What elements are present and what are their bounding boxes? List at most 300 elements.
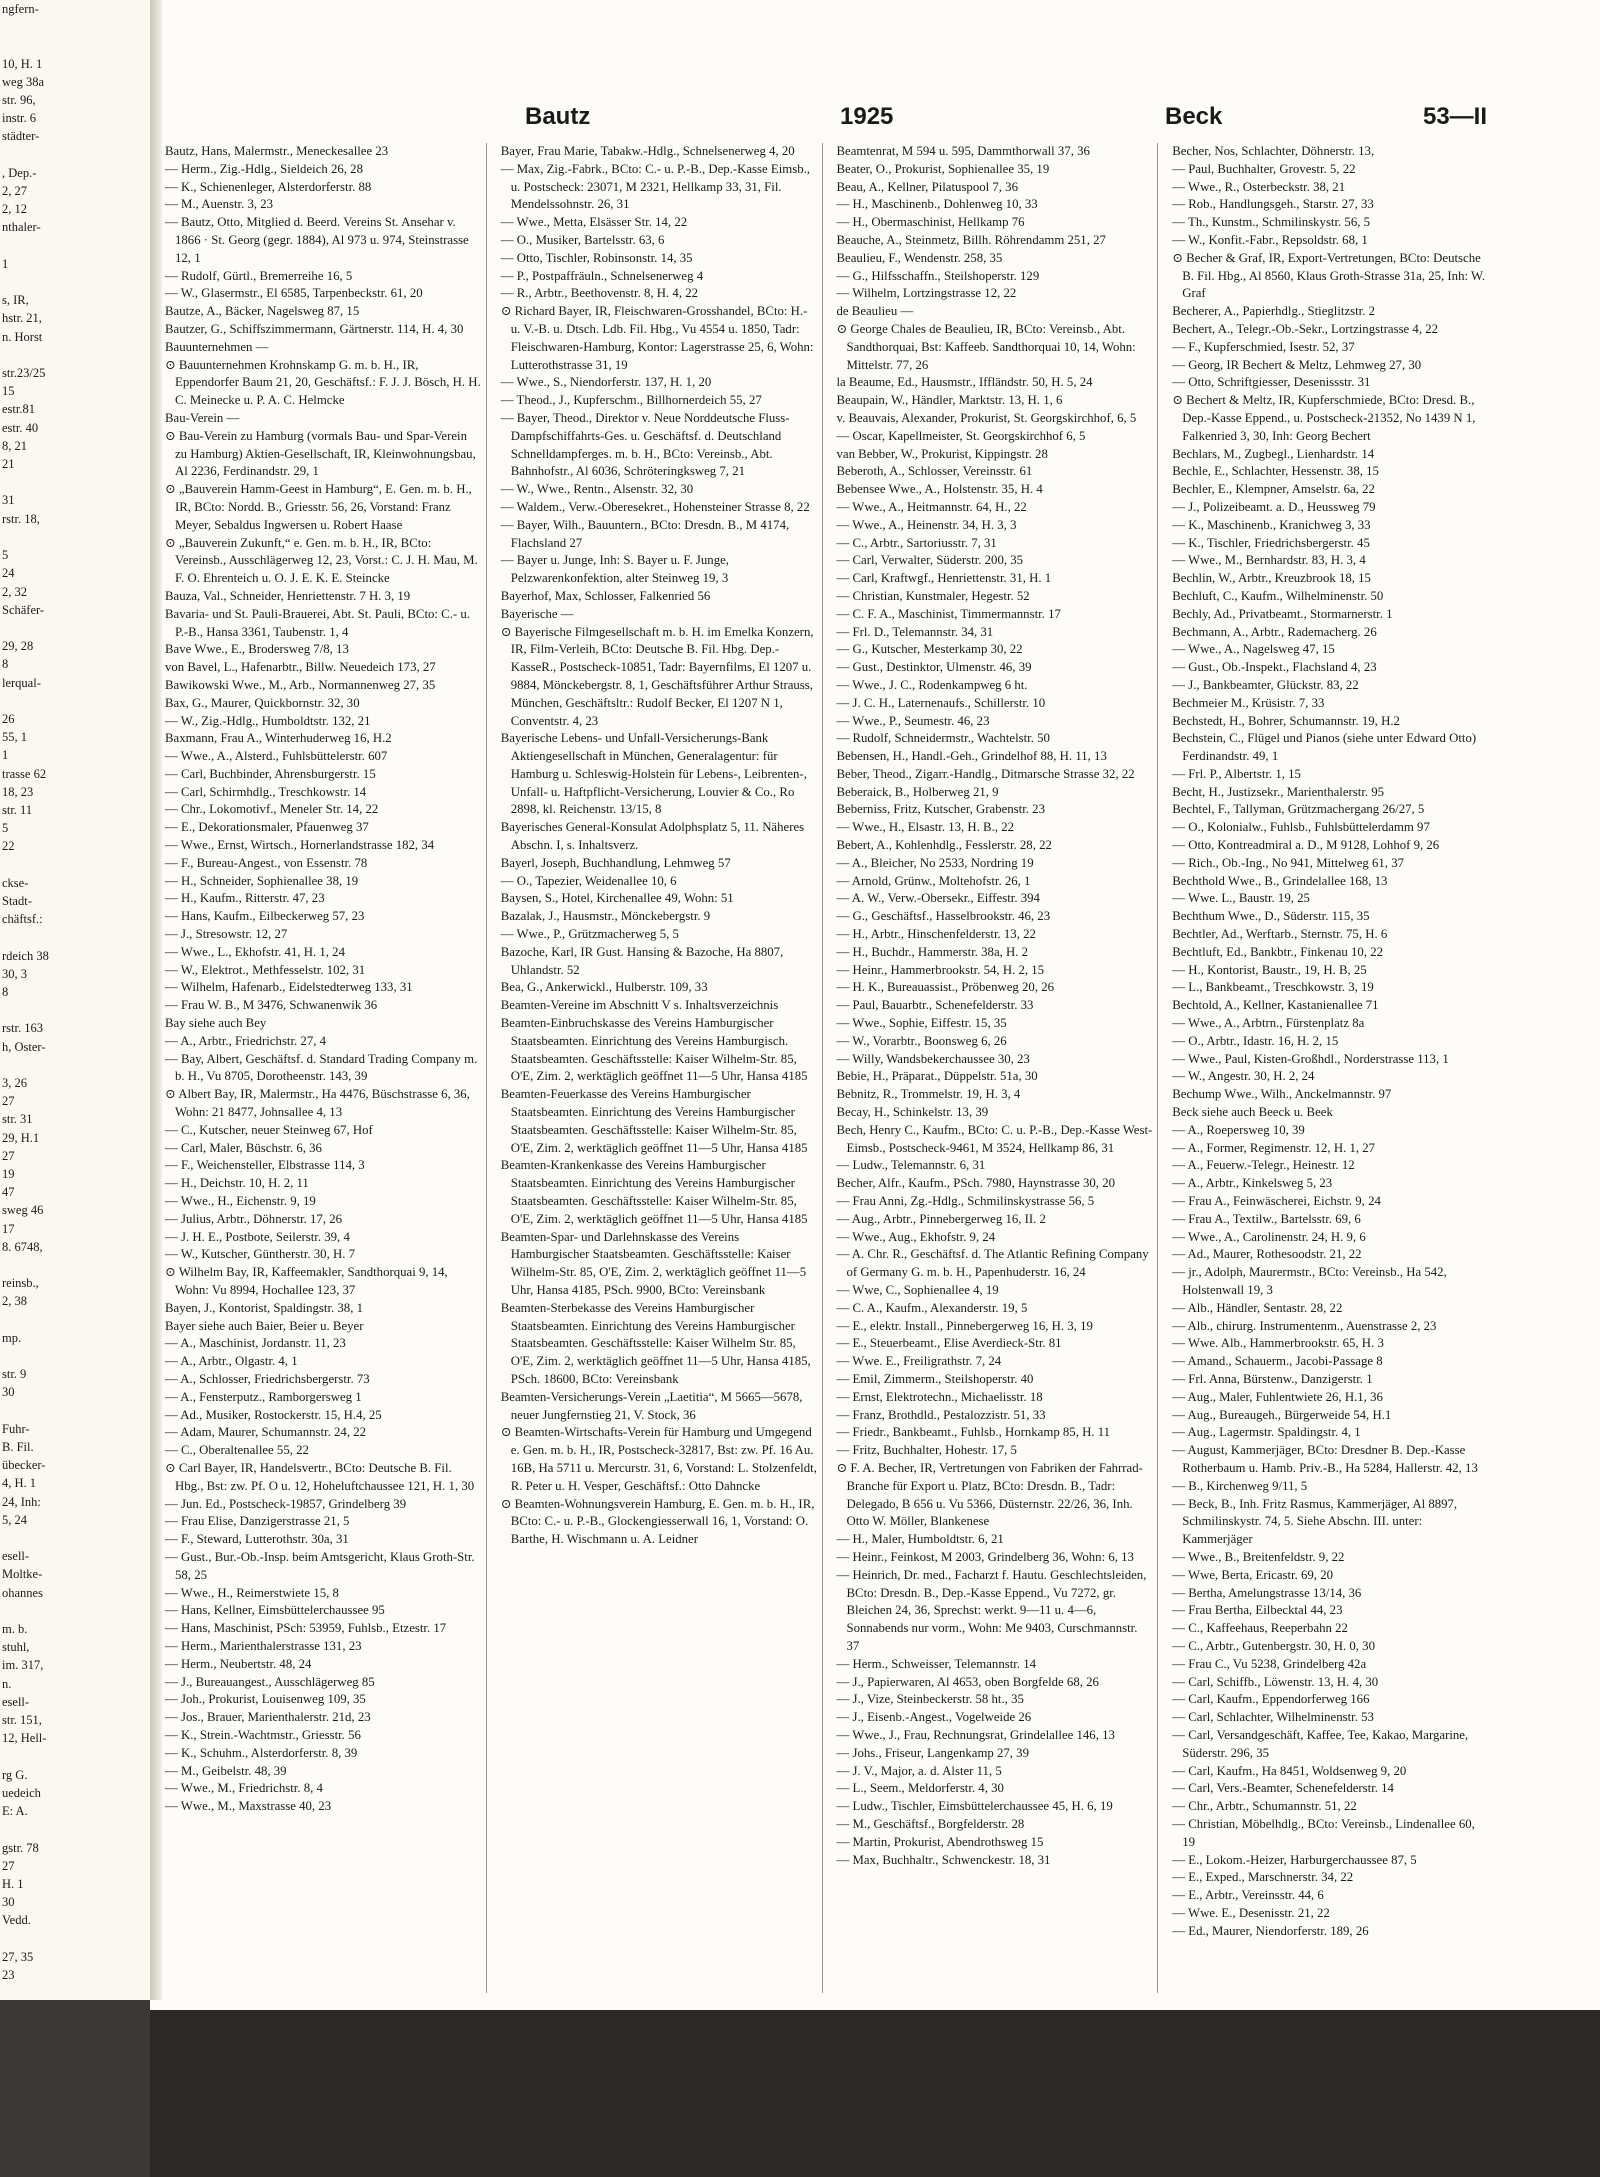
directory-entry: — O., Tapezier, Weidenallee 10, 6 [500,873,677,888]
strip-line: s, IR, [2,293,29,308]
directory-entry: — C., Oberaltenallee 55, 22 [165,1443,309,1458]
directory-entry: — M., Geibelstr. 48, 39 [165,1763,287,1778]
directory-entry: — J., Papierwaren, Al 4653, oben Borgfelde 68, 26 [836,1674,1099,1689]
directory-entry: Beberniss, Fritz, Kutscher, Grabenstr. 23 [836,802,1045,817]
directory-entry: — F., Bureau-Angest., von Essenstr. 78 [165,855,368,870]
directory-entry: — Bertha, Amelungstrasse 13/14, 36 [1172,1585,1362,1600]
strip-line: stuhl, [2,1640,30,1655]
directory-entry: — Friedr., Bankbeamt., Fuhlsb., Hornkamp 85, H. 11 [836,1425,1111,1440]
directory-entry: Bayerische — [500,606,574,621]
directory-entry: — C., Arbtr., Gutenbergstr. 30, H. 0, 30 [1172,1638,1375,1653]
directory-entry: — Th., Kunstm., Schmilinskystr. 56, 5 [1172,215,1371,230]
strip-line [0,1529,150,1547]
directory-entry: Beaupain, W., Händler, Marktstr. 13, H. 1, 6 [836,393,1063,408]
strip-line: estr. 40 [2,420,39,435]
directory-entry: — E., Dekorationsmaler, Pfauenweg 37 [165,820,369,835]
directory-entry: ⊙ Albert Bay, IR, Malermstr., Ha 4476, Büschstrasse 6, 36, Wohn: 21 8477, Johnsallee 4, 13 [165,1087,470,1120]
directory-entry: — Wwe., J. C., Rodenkampweg 6 ht. [836,677,1028,692]
directory-entry: — Wwe. Alb., Hammerbrookstr. 65, H. 3 [1172,1336,1384,1351]
directory-entry: — Wwe., A., Carolinenstr. 24, H. 9, 6 [1172,1229,1366,1244]
directory-entry: — H., Obermaschinist, Hellkamp 76 [836,215,1025,230]
directory-entry: Becay, H., Schinkelstr. 13, 39 [836,1105,989,1120]
strip-line [0,1748,150,1766]
strip-line [0,528,150,546]
directory-entry: — Wwe., P., Seumestr. 46, 23 [836,713,990,728]
directory-entry: Bayer, Frau Marie, Tabakw.-Hdlg., Schnelsenerweg 4, 20 [500,144,795,158]
directory-entry: Bechtler, Ad., Werftarb., Sternstr. 75, H. 6 [1172,927,1388,942]
directory-entry: — Carl, Buchbinder, Ahrensburgerstr. 15 [165,766,376,781]
directory-entry: — Aug., Arbtr., Pinnebergerweg 16, II. 2 [836,1211,1046,1226]
directory-entry: — Wwe., Sophie, Eiffestr. 15, 35 [836,1016,1007,1031]
strip-line [0,1930,150,1948]
directory-entry: Beamten-Sterbekasse des Vereins Hamburgischer Staatsbeamten. Einrichtung des Vereins Hamburgischer Staatsbeamten. Geschäftsstelle: Kaiser Wilhelm Str. 85, O'E, Zim. 2, werktäglich geöffnet 11—5 Uhr, Hansa 4185, PSch. 18600, BCto: Vereinsbank [500,1300,811,1386]
directory-entry: — Paul, Buchhalter, Grovestr. 5, 22 [1172,161,1356,176]
strip-line: B. Fil. [2,1440,34,1455]
directory-entry: — Wwe., H., Reimerstwiete 15, 8 [165,1585,339,1600]
directory-entry: Bechstedt, H., Bohrer, Schumannstr. 19, H.2 [1172,713,1400,728]
directory-entry: van Bebber, W., Prokurist, Kippingstr. 28 [836,446,1048,461]
directory-entry: — Gust., Ob.-Inspekt., Flachsland 4, 23 [1172,660,1377,675]
page-header [165,95,1493,137]
strip-line: 27 [2,1148,15,1163]
directory-entry: — K., Tischler, Friedrichsbergerstr. 45 [1172,535,1370,550]
strip-line: E: A. [2,1804,28,1819]
directory-entry: Bay siehe auch Bey [165,1016,267,1031]
directory-entry: — Gust., Bur.-Ob.-Insp. beim Amtsgericht, Klaus Groth-Str. 58, 25 [165,1549,475,1582]
strip-line: str.23/25 [2,366,46,381]
strip-line [0,1311,150,1329]
directory-entry: Becht, H., Justizsekr., Marienthalerstr. 95 [1172,784,1385,799]
directory-entry: — Frau A., Textilw., Bartelsstr. 69, 6 [1172,1211,1361,1226]
directory-entry: — Wwe., A., Nagelsweg 47, 15 [1172,642,1335,657]
directory-entry: — W., Wwe., Rentn., Alsenstr. 32, 30 [500,482,694,497]
directory-entry: — Martin, Prokurist, Abendrothsweg 15 [836,1834,1044,1849]
directory-entry: — Frau Anni, Zg.-Hdlg., Schmilinskystrasse 56, 5 [836,1194,1095,1209]
directory-entry: — Wwe., H., Eichenstr. 9, 19 [165,1194,316,1209]
directory-entry: — J. V., Major, a. d. Alster 11, 5 [836,1763,1002,1778]
directory-entry: — J., Bankbeamter, Glückstr. 83, 22 [1172,677,1359,692]
strip-line: lerqual- [2,675,41,690]
strip-line: 30 [2,1895,15,1910]
strip-line: 23 [2,1967,15,1982]
directory-entry: Bave Wwe., E., Brodersweg 7/8, 13 [165,642,349,657]
strip-line: n. Horst [2,329,43,344]
strip-line: 4, H. 1 [2,1476,37,1491]
strip-line: Vedd. [2,1913,31,1928]
strip-line: hstr. 21, [2,311,42,326]
directory-entry: Beater, O., Prokurist, Sophienallee 35, 19 [836,161,1050,176]
strip-line: str. 11 [2,802,33,817]
strip-line: H. 1 [2,1876,24,1891]
directory-entry: Beamten-Krankenkasse des Vereins Hamburgischer Staatsbeamten. Einrichtung des Vereins Hamburgischer Staatsbeamten. Geschäftsstelle: Kaiser Wilhelm-Str. 85, O'E, Zim. 2, werktäglich geöffnet 11—5 Uhr, Hansa 4185 [500,1158,808,1226]
directory-entry: — J., Eisenb.-Angest., Vogelweide 26 [836,1710,1032,1725]
strip-line: 29, H.1 [2,1130,40,1145]
strip-line: Stadt- [2,893,32,908]
directory-entry: — Wwe., P., Grützmacherweg 5, 5 [500,927,679,942]
column-4 [1172,143,1493,1993]
directory-entry: — Carl, Vers.-Beamter, Schenefelderstr. 14 [1172,1781,1394,1796]
directory-entry: — A., Fensterputz., Ramborgersweg 1 [165,1389,362,1404]
directory-entry: — Hans, Kellner, Eimsbüttelerchaussee 95 [165,1603,385,1618]
directory-entry: — Wilhelm, Lortzingstrasse 12, 22 [836,286,1017,301]
directory-entry: ⊙ Bauunternehmen Krohnskamp G. m. b. H., IR, Eppendorfer Baum 21, 20, Geschäftsf.: F. J. J. Bösch, H. H. C. Meinecke u. P. A. C. Helmcke [165,357,481,408]
directory-entry: Beamten-Versicherungs-Verein „Laetitia“, M 5665—5678, neuer Jungfernstieg 21, V. Stock, 36 [500,1389,803,1422]
directory-entry: — Frl. Anna, Bürstenw., Danzigerstr. 1 [1172,1371,1373,1386]
strip-line [0,928,150,946]
directory-entry: — L., Bankbeamt., Treschkowstr. 3, 19 [1172,980,1374,995]
directory-entry: ⊙ „Bauverein Zukunft,“ e. Gen. m. b. H., IR, BCto: Vereinsb., Ausschlägerweg 12, 23, Vorst.: C. J. H. Mau, M. F. O. Ehrenteich u. O. J. E. K. E. Steincke [165,535,478,586]
directory-entry: — W., Angestr. 30, H. 2, 24 [1172,1069,1315,1084]
strip-line [0,692,150,710]
directory-entry: — Wwe., M., Bernhardstr. 83, H. 3, 4 [1172,553,1366,568]
directory-entry: — A. W., Verw.-Obersekr., Eiffestr. 394 [836,891,1040,906]
strip-line [0,146,150,164]
directory-entry: — J. C. H., Laternenaufs., Schillerstr. 10 [836,695,1046,710]
strip-line [0,619,150,637]
strip-line [0,273,150,291]
strip-line: 5 [2,548,9,563]
directory-entry: Bechthold Wwe., B., Grindelallee 168, 13 [1172,873,1388,888]
strip-line: Moltke- [2,1567,43,1582]
directory-entry: Bayerisches General-Konsulat Adolphsplatz 5, 11. Näheres Abschn. I, s. Inhaltsverz. [500,820,805,853]
directory-entry: Bechtold, A., Kellner, Kastanienallee 71 [1172,998,1379,1013]
strip-line: str. 9 [2,1367,27,1382]
directory-entry: — Oscar, Kapellmeister, St. Georgskirchhof 6, 5 [836,428,1086,443]
directory-entry: v. Beauvais, Alexander, Prokurist, St. Georgskirchhof, 6, 5 [836,410,1137,425]
strip-line: Fuhr- [2,1421,30,1436]
strip-line: chäftsf.: [2,912,43,927]
directory-entry: Beber, Theod., Zigarr.-Handlg., Ditmarsche Strasse 32, 22 [836,766,1135,781]
directory-entry: — E., Steuerbeamt., Elise Averdieck-Str. 81 [836,1336,1062,1351]
strip-line: 5, 24 [2,1512,27,1527]
directory-entry: — Frl. D., Telemannstr. 34, 31 [836,624,994,639]
directory-entry: Bax, G., Maurer, Quickbornstr. 32, 30 [165,695,360,710]
strip-line: str. 151, [2,1713,42,1728]
directory-entry: — W., Glasermstr., El 6585, Tarpenbeckstr. 61, 20 [165,286,423,301]
directory-entry: — J., Bureauangest., Ausschlägerweg 85 [165,1674,375,1689]
directory-entry: Beamtenrat, M 594 u. 595, Dammthorwall 37, 36 [836,144,1090,158]
strip-line [0,1602,150,1620]
strip-line: im. 317, [2,1658,44,1673]
directory-entry: Bechle, E., Schlachter, Hessenstr. 38, 15 [1172,464,1379,479]
adjacent-page-edge [0,0,152,2000]
strip-line: 29, 28 [2,639,34,654]
directory-entry: Beberoth, A., Schlosser, Vereinsstr. 61 [836,464,1033,479]
strip-line: 8 [2,657,9,672]
directory-entry: — R., Arbtr., Beethovenstr. 8, H. 4, 22 [500,286,699,301]
directory-entry: ⊙ Richard Bayer, IR, Fleischwaren-Grosshandel, BCto: H.- u. V.-B. u. Dtsch. Ldb. Fil. Hbg., Vu 4554 u. 1850, Tadr: Fleischwaren-Hamburg, Kontor: Lagerstrasse 25, 6, Wohn: Lutterothstrasse 31, 19 [500,304,814,372]
directory-entry: — Wwe., R., Osterbeckstr. 38, 21 [1172,179,1346,194]
strip-line: rdeich 38 [2,948,49,963]
directory-entry: — Ad., Maurer, Rothesoodstr. 21, 22 [1172,1247,1362,1262]
strip-line: sweg 46 [2,1203,44,1218]
directory-entry: — Alb., Händler, Sentastr. 28, 22 [1172,1300,1343,1315]
strip-line: uedeich [2,1785,41,1800]
directory-entry: — Max, Zig.-Fabrk., BCto: C.- u. P.-B., Dep.-Kasse Eimsb., u. Postscheck: 23071, M 2321, Hellkamp 33, 31, Fil. Mendelssohnstr. 26, 31 [500,161,810,212]
directory-entry: Bechtel, F., Tallyman, Grützmachergang 26/27, 5 [1172,802,1425,817]
directory-entry: Beamten-Einbruchskasse des Vereins Hamburgischer Staatsbeamten. Einrichtung des Vereins Hamburgisch. Staatsbeamten. Geschäftsstelle: Kaiser Wilhelm-Str. 85, O'E, Zim. 2, werktäglich geöffnet 11—5 Uhr, Hansa 4185 [500,1016,808,1084]
directory-entry: — E., elektr. Install., Pinnebergerweg 16, H. 3, 19 [836,1318,1093,1333]
directory-entry: — A., Arbtr., Friedrichstr. 27, 4 [165,1033,327,1048]
directory-entry: — O., Kolonialw., Fuhlsb., Fuhlsbüttelerdamm 97 [1172,820,1430,835]
directory-entry: — Hans, Maschinist, PSch: 53959, Fuhlsb., Etzestr. 17 [165,1621,447,1636]
strip-line [0,856,150,874]
directory-entry: — W., Konfit.-Fabr., Repsoldstr. 68, 1 [1172,232,1368,247]
strip-line: 12, Hell- [2,1731,47,1746]
column-1 [165,143,487,1993]
directory-entry: — F., Kupferschmied, Isestr. 52, 37 [1172,339,1355,354]
directory-entry: Bauunternehmen — [165,339,269,354]
strip-line: estr.81 [2,402,35,417]
directory-entry: — Willy, Wandsbekerchaussee 30, 23 [836,1051,1030,1066]
directory-entry: — G., Geschäftsf., Hasselbrookstr. 46, 23 [836,909,1051,924]
directory-entry: — K., Schienenleger, Alsterdorferstr. 88 [165,179,372,194]
strip-line: esell- [2,1694,30,1709]
directory-entry: — Gust., Destinktor, Ulmenstr. 46, 39 [836,660,1032,675]
directory-entry: — Christian, Möbelhdlg., BCto: Vereinsb., Lindenallee 60, 19 [1172,1816,1475,1849]
column-3 [837,143,1159,1993]
strip-line: h, Oster- [2,1039,46,1054]
directory-entry: — P., Postpaffräuln., Schnelsenerweg 4 [500,268,704,283]
directory-entry: — Adam, Maurer, Schumannstr. 24, 22 [165,1425,367,1440]
directory-entry: von Bavel, L., Hafenarbtr., Billw. Neuedeich 173, 27 [165,660,436,675]
directory-entry: — Wwe., Metta, Elsässer Str. 14, 22 [500,215,688,230]
directory-entry: Bazoche, Karl, IR Gust. Hansing & Bazoche, Ha 8807, Uhlandstr. 52 [500,944,784,977]
directory-entry: Bechmann, A., Arbtr., Rademacherg. 26 [1172,624,1377,639]
directory-entry: Beamten-Feuerkasse des Vereins Hamburgischer Staatsbeamten. Einrichtung des Vereins Hamburgischer Staatsbeamten. Geschäftsstelle: Kaiser Wilhelm-Str. 85, O'E, Zim. 2, werktäglich geöffnet 11—5 Uhr, Hansa 4185 [500,1087,808,1155]
directory-entry: — A., Schlosser, Friedrichsbergerstr. 73 [165,1371,370,1386]
directory-entry: ⊙ Beamten-Wohnungsverein Hamburg, E. Gen. m. b. H., IR, BCto: C.- u. P.-B., Glockengiesserwall 16, 1, Vorstand: O. Barthe, H. Wischmann u. A. Leidner [500,1496,815,1547]
directory-entry: Bechly, Ad., Privatbeamt., Stormarnerstr. 1 [1172,606,1393,621]
directory-entry: — Max, Buchhaltr., Schwenckestr. 18, 31 [836,1852,1051,1867]
directory-entry: Beamten-Spar- und Darlehnskasse des Vereins Hamburgischer Staatsbeamten. Geschäftsstelle: Kaiser Wilhelm-Str. 85, O'E, Zim. 2, werktäglich geöffnet 11—5 Uhr, Hansa 4185, PSch. 9900, BCto: Vereinsbank [500,1229,807,1297]
strip-line: 27 [2,1858,15,1873]
directory-entry: Bawikowski Wwe., M., Arb., Normannenweg 27, 35 [165,677,436,692]
directory-entry: — Wwe, Berta, Ericastr. 69, 20 [1172,1567,1333,1582]
directory-entry: — Rudolf, Gürtl., Bremerreihe 16, 5 [165,268,353,283]
header-year: 1925 [840,103,894,130]
directory-entry: — J., Vize, Steinbeckerstr. 58 ht., 35 [836,1692,1024,1707]
strip-line [0,237,150,255]
directory-entry: — B., Kirchenweg 9/11, 5 [1172,1478,1308,1493]
directory-entry: — Wwe., A., Heitmannstr. 64, H., 22 [836,499,1027,514]
strip-line: 8. 6748, [2,1239,43,1254]
strip-line: 22 [2,839,15,854]
directory-entry: — Bayer, Wilh., Bauuntern., BCto: Dresdn. B., M 4174, Flachsland 27 [500,517,790,550]
strip-line: ohannes [2,1585,43,1600]
directory-entry: Bautzer, G., Schiffszimmermann, Gärtnerstr. 114, H. 4, 30 [165,321,464,336]
directory-entry: — Rudolf, Schneidermstr., Wachtelstr. 50 [836,731,1050,746]
directory-entry: — Aug., Lagermstr. Spaldingstr. 4, 1 [1172,1425,1361,1440]
directory-entry: Bauza, Val., Schneider, Henriettenstr. 7 H. 3, 19 [165,588,411,603]
directory-entry: — M., Auenstr. 3, 23 [165,197,274,212]
directory-entry: ⊙ „Bauverein Hamm-Geest in Hamburg“, E. Gen. m. b. H., IR, BCto: Nordd. B., Griesstr. 56, 26, Vorstand: Franz Meyer, Sebaldus Ingwersen u. Robert Haase [165,482,472,532]
directory-entry: — Fritz, Buchhalter, Hohestr. 17, 5 [836,1443,1017,1458]
directory-entry: Bechstein, C., Flügel und Pianos (siehe unter Edward Otto) Ferdinandstr. 49, 1 [1172,731,1477,764]
strip-line: gstr. 78 [2,1840,39,1855]
directory-entry: — L., Seem., Meldorferstr. 4, 30 [836,1781,1004,1796]
directory-entry: — Ad., Musiker, Rostockerstr. 15, H.4, 25 [165,1407,382,1422]
directory-entry: Beau, A., Kellner, Pilatuspool 7, 36 [836,179,1018,194]
directory-entry: — C., Kutscher, neuer Steinweg 67, Hof [165,1122,373,1137]
directory-entry: — Rich., Ob.-Ing., No 941, Mittelweg 61, 37 [1172,855,1404,870]
directory-entry: — Wwe., S., Niendorferstr. 137, H. 1, 20 [500,375,712,390]
strip-line: str. 31 [2,1112,33,1127]
strip-line: 5 [2,821,9,836]
directory-entry: Baxmann, Frau A., Winterhuderweg 16, H.2 [165,731,392,746]
directory-entry: Bautze, A., Bäcker, Nagelsweg 87, 15 [165,304,360,319]
directory-entry: — Wwe., Paul, Kisten-Großhdl., Norderstrasse 113, 1 [1172,1051,1449,1066]
directory-entry: — E., Lokom.-Heizer, Harburgerchaussee 87, 5 [1172,1852,1417,1867]
strip-line: m. b. [2,1622,28,1637]
directory-entry: — Rob., Handlungsgeh., Starstr. 27, 33 [1172,197,1374,212]
directory-entry: — Wwe., A., Alsterd., Fuhlsbüttelerstr. 607 [165,749,388,764]
directory-entry: — Carl, Versandgeschäft, Kaffee, Tee, Kakao, Margarine, Süderstr. 296, 35 [1172,1727,1469,1760]
directory-entry: — Herm., Schweisser, Telemannstr. 14 [836,1656,1037,1671]
strip-line: 18, 23 [2,784,34,799]
strip-line: 26 [2,711,15,726]
directory-entry: — Carl, Verwalter, Süderstr. 200, 35 [836,553,1024,568]
directory-entry: — Wwe. E., Desenisstr. 21, 22 [1172,1905,1330,1920]
header-page-number: 53—II [1422,103,1487,130]
strip-line: 30, 3 [2,966,27,981]
directory-entry: Bechert, A., Telegr.-Ob.-Sekr., Lortzingstrasse 4, 22 [1172,321,1439,336]
strip-line: ckse- [2,875,29,890]
directory-entry: — Ludw., Telemannstr. 6, 31 [836,1158,986,1173]
scan-bottom-shadow [150,2010,1600,2177]
column-2 [501,143,823,1993]
strip-line: 21 [2,457,15,472]
directory-entry: — W., Vorarbtr., Boonsweg 6, 26 [836,1033,1007,1048]
strip-line: instr. 6 [2,111,37,126]
directory-entry: — Wwe., H., Elsastr. 13, H. B., 22 [836,820,1014,835]
directory-entry: — Ernst, Elektrotechn., Michaelisstr. 18 [836,1389,1043,1404]
directory-entry: ⊙ Bau-Verein zu Hamburg (vormals Bau- und Spar-Verein zu Hamburg) Aktien-Gesellschaft, IR, Kleinwohnungsbau, Al 2236, Ferdinandstr. 29, 1 [165,428,476,479]
directory-entry: Bechlars, M., Zugbegl., Lienhardstr. 14 [1172,446,1375,461]
strip-line: 24 [2,566,15,581]
directory-entry: Becher, Nos, Schlachter, Döhnerstr. 13, [1172,144,1375,158]
directory-entry: Bayerische Lebens- und Unfall-Versicherungs-Bank Aktiengesellschaft in München, Generalagentur: für Hamburg u. Schleswig-Holstein für Lebens-, Leibrenten-, Unfall- u. Haftpflicht-Versicherung, Louvier & Co., Ro 2898, kl. Reichenstr. 13/15, 8 [500,731,807,817]
directory-entry: ⊙ Carl Bayer, IR, Handelsvertr., BCto: Deutsche B. Fil. Hbg., Bst: zw. Pf. O u. 12, Hoheluftchaussee 121, H. 1, 30 [165,1460,475,1493]
directory-entry: — Carl, Kaufm., Eppendorferweg 166 [1172,1692,1370,1707]
strip-line [0,1347,150,1365]
directory-entry: — A. Chr. R., Geschäftsf. d. The Atlantic Refining Company of Germany G. m. b. H., Papenhuderstr. 16, 24 [836,1247,1149,1280]
directory-entry: — Wwe., A., Arbtrn., Fürstenplatz 8a [1172,1016,1365,1031]
directory-entry: — A., Maschinist, Jordanstr. 11, 23 [165,1336,346,1351]
strip-line: 27, 35 [2,1949,34,1964]
directory-entry: — Amand., Schauerm., Jacobi-Passage 8 [1172,1354,1383,1369]
directory-entry: — Christian, Kunstmaler, Hegestr. 52 [836,588,1030,603]
strip-line: n. [2,1676,12,1691]
directory-entry: — Joh., Prokurist, Louisenweg 109, 35 [165,1692,366,1707]
directory-entry: — Wwe., B., Breitenfeldstr. 9, 22 [1172,1549,1345,1564]
directory-entry: Bech, Henry C., Kaufm., BCto: C. u. P.-B., Dep.-Kasse West-Eimsb., Postscheck-9461, M 3524, Hellkamp 86, 31 [836,1122,1153,1155]
strip-line: reinsb., [2,1276,39,1291]
directory-entry: — Herm., Neubertstr. 48, 24 [165,1656,312,1671]
strip-line: 47 [2,1185,15,1200]
directory-entry: — Heinr., Feinkost, M 2003, Grindelberg 36, Wohn: 6, 13 [836,1549,1134,1564]
directory-entry: — Wwe. L., Baustr. 19, 25 [1172,891,1310,906]
directory-entry: — Carl, Schlachter, Wilhelminenstr. 53 [1172,1710,1374,1725]
directory-entry: — Beck, B., Inh. Fritz Rasmus, Kammerjäger, Al 8897, Schmilinskystr. 74, 5. Siehe Abschn. III. unter: Kammerjäger [1172,1496,1458,1547]
directory-entry: Becher, Alfr., Kaufm., PSch. 7980, Haynstrasse 30, 20 [836,1176,1115,1191]
directory-entry: ⊙ Bechert & Meltz, IR, Kupferschmiede, BCto: Dresd. B., Dep.-Kasse Eppend., u. Postscheck-21352, No 1439 N 1, Falkenried 3, 30, Inh: Georg Bechert [1172,393,1476,443]
directory-entry: Bechtluft, Ed., Bankbtr., Finkenau 10, 22 [1172,944,1384,959]
directory-entry: — Heinr., Hammerbrookstr. 54, H. 2, 15 [836,962,1045,977]
directory-entry: ⊙ F. A. Becher, IR, Vertretungen von Fabriken der Fahrrad-Branche für Export u. Platz, BCto: Dresdn. B., Tadr: Delegado, B 656 u. Vu 5366, Düsternstr. 22/26, 36, Inh. Otto W. Möller, Blankenese [836,1460,1143,1529]
directory-entry: Bayen, J., Kontorist, Spaldingstr. 38, 1 [165,1300,363,1315]
directory-entry: la Beaume, Ed., Hausmstr., Iffländstr. 50, H. 5, 24 [836,375,1093,390]
strip-line [0,18,150,36]
strip-line: übecker- [2,1458,46,1473]
directory-entry: — M., Geschäftsf., Borgfelderstr. 28 [836,1816,1025,1831]
strip-line: städter- [2,129,40,144]
strip-line: Schäfer- [2,602,45,617]
directory-entry: de Beaulieu — [836,304,914,319]
directory-entry: — Frau A., Feinwäscherei, Eichstr. 9, 24 [1172,1194,1381,1209]
directory-entry: — Wwe., Aug., Ekhofstr. 9, 24 [836,1229,996,1244]
directory-entry: — W., Elektrot., Methfesselstr. 102, 31 [165,962,366,977]
directory-entry: — August, Kammerjäger, BCto: Dresdner B. Dep.-Kasse Rotherbaum u. Hamb. Priv.-B., Ha 5284, Hallerstr. 42, 13 [1172,1443,1478,1475]
strip-line: 31 [2,493,15,508]
directory-entry: — Ed., Maurer, Niendorferstr. 189, 26 [1172,1923,1369,1938]
directory-entry: — J., Stresowstr. 12, 27 [165,927,288,942]
directory-entry: — Carl, Maler, Büschstr. 6, 36 [165,1140,322,1155]
directory-entry: Bea, G., Ankerwickl., Hulberstr. 109, 33 [500,980,708,995]
directory-entry: — jr., Adolph, Maurermstr., BCto: Vereinsb., Ha 542, Holstenwall 19, 3 [1172,1265,1447,1297]
directory-entry: — Arnold, Grünw., Moltehofstr. 26, 1 [836,873,1031,888]
strip-line [0,1001,150,1019]
directory-entry: Bechluft, C., Kaufm., Wilhelminenstr. 50 [1172,588,1384,603]
strip-line: 1 [2,256,9,271]
directory-entry: — Bayer u. Junge, Inh: S. Bayer u. F. Junge, Pelzwarenkonfektion, alter Steinweg 19, 3 [500,553,729,586]
directory-entry: — Aug., Bureaugeh., Bürgerweide 54, H.1 [1172,1407,1392,1422]
strip-line: 30 [2,1385,15,1400]
directory-entry: — Otto, Kontreadmiral a. D., M 9128, Lohhof 9, 26 [1172,838,1440,853]
directory-entry: — Carl, Kraftwgf., Henriettenstr. 31, H. 1 [836,571,1052,586]
directory-entry: — Wwe., M., Maxstrasse 40, 23 [165,1799,332,1814]
strip-line [0,1402,150,1420]
strip-line: 2, 38 [2,1294,27,1309]
strip-line: ngfern- [2,2,39,16]
header-first-name: Bautz [525,103,591,130]
directory-entry: Bavaria- und St. Pauli-Brauerei, Abt. St. Pauli, BCto: C.- u. P.-B., Hansa 3361, Taubenstr. 1, 4 [165,606,470,639]
strip-line: 10, H. 1 [2,56,43,71]
directory-entry: Bazalak, J., Hausmstr., Mönckebergstr. 9 [500,909,711,924]
directory-entry: — H., Maler, Humboldtstr. 6, 21 [836,1532,1004,1547]
strip-line: 8 [2,984,9,999]
strip-line: 8, 21 [2,438,27,453]
directory-entry: — Carl, Schiffb., Löwenstr. 13, H. 4, 30 [1172,1674,1379,1689]
strip-line [0,473,150,491]
directory-entry: ⊙ Bayerische Filmgesellschaft m. b. H. im Emelka Konzern, IR, Film-Verleih, BCto: Deutsche B. Fil. Hbg. Dep.-KasseR., Postscheck-10851, Tadr: Bayernfilms, El 1207 u. 9884, Mönckebergstr. 8, 1, Geschäftsführer Arthur Strauss, München, Geschäftsltr.: Rudolf Becker, El 1207 N 1, Conventstr. 4, 23 [500,624,814,728]
strip-line: weg 38a [2,74,44,89]
directory-entry: — Wwe., Ernst, Wirtsch., Hornerlandstrasse 182, 34 [165,838,435,853]
directory-entry: — H. K., Bureauassist., Pröbenweg 20, 26 [836,980,1055,995]
directory-entry: ⊙ George Chales de Beaulieu, IR, BCto: Vereinsb., Abt. Sandthorquai, Bst: Kaffeeb. Sandthorquai 10, 14, Wohn: Mittelstr. 77, 26 [836,321,1136,372]
directory-entry: Bebnitz, R., Trommelstr. 19, H. 3, 4 [836,1087,1021,1102]
directory-entry: — Johs., Friseur, Langenkamp 27, 39 [836,1745,1029,1760]
strip-line: 27 [2,1094,15,1109]
directory-entry: Bebensen, H., Handl.-Geh., Grindelhof 88, H. 11, 13 [836,749,1107,764]
strip-line: rg G. [2,1767,28,1782]
directory-entry: — C. A., Kaufm., Alexanderstr. 19, 5 [836,1300,1028,1315]
directory-entry: — J. H. E., Postbote, Seilerstr. 39, 4 [165,1229,350,1244]
directory-entry: — Wwe., L., Ekhofstr. 41, H. 1, 24 [165,944,345,959]
directory-entry: — K., Maschinenb., Kranichweg 3, 33 [1172,517,1371,532]
directory-entry: — Wwe, C., Sophienallee 4, 19 [836,1283,999,1297]
directory-entry: — G., Kutscher, Mesterkamp 30, 22 [836,642,1023,657]
